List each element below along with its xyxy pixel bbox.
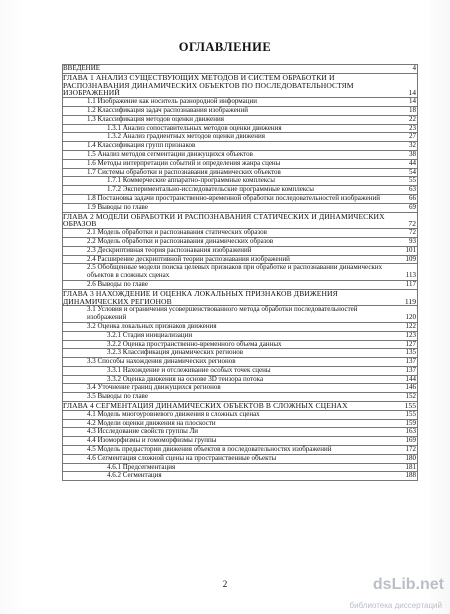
toc-entry-title: 3.2.1 Стадия инициализации [63, 331, 399, 340]
toc-entry-title: 4.6.2 Сегментация [63, 472, 399, 481]
toc-entry-page: 127 [398, 340, 418, 349]
toc-entry-title: 4.6 Сегментация сложной сцены на пространственные объекты [63, 454, 399, 463]
toc-entry-title: 1.3 Классификация методов оценки движения [63, 115, 399, 124]
toc-entry-title: 1.7.1 Коммерческие аппаратно-программные комплексы [63, 177, 399, 186]
toc-entry-page: 72 [398, 229, 418, 238]
toc-entry-title: 3.3 Способы нахождения динамических регионов [63, 358, 399, 367]
toc-entry-page: 117 [398, 280, 418, 289]
toc-entry-page: 152 [398, 393, 418, 402]
toc-entry-title: 2.6 Выводы по главе [63, 280, 399, 289]
toc-entry [63, 212, 418, 229]
page-title: ОГЛАВЛЕНИЕ [178, 40, 272, 54]
toc-entry-title: 2.4 Расширение дескриптивной теории распознавания изображений [63, 255, 399, 264]
toc-entry-page: 181 [398, 463, 418, 472]
toc-entry [63, 280, 418, 289]
toc-entry-title: 1.7 Системы обработки и распознавания динамических объектов [63, 168, 399, 177]
watermark-logo: dsLib.net [372, 576, 444, 593]
toc-entry-page: 180 [398, 454, 418, 463]
toc-entry-page: 54 [398, 168, 418, 177]
toc-entry-page: 122 [398, 322, 418, 331]
toc-entry-page: 135 [398, 349, 418, 358]
toc-entry-title: 3.2.2 Оценка пространственно-временного объема данных [63, 340, 399, 349]
toc-entry-title: 3.1 Условия и ограничения усовершенствованного метода обработки последовательностей изображений [63, 306, 399, 323]
toc-entry [63, 106, 418, 115]
toc-entry [63, 246, 418, 255]
toc-entry-title: 2.3 Дескриптивная теория распознавания изображений [63, 246, 399, 255]
toc-entry-page: 55 [398, 177, 418, 186]
toc-entry-page: 120 [398, 306, 418, 323]
toc-entry [63, 150, 418, 159]
toc-entry-page: 22 [398, 115, 418, 124]
toc-entry-page: 18 [398, 106, 418, 115]
toc-entry [63, 237, 418, 246]
toc-entry [63, 410, 418, 419]
toc-entry-page: 159 [398, 419, 418, 428]
toc-entry [63, 264, 418, 281]
toc-entry-page: 72 [398, 212, 418, 229]
toc-entry-page: 113 [398, 264, 418, 281]
toc-entry-title: ВВЕДЕНИЕ [63, 65, 399, 74]
toc-entry-page: 119 [398, 289, 418, 306]
toc-entry-title: ГЛАВА 1 АНАЛИЗ СУЩЕСТВУЮЩИХ МЕТОДОВ И СИСТЕМ ОБРАБОТКИ И РАСПОЗНАВАНИЯ ДИНАМИЧЕСКИХ ОБЪЕКТОВ ПО ПОСЛЕДОВАТЕЛЬНОСТЯМ ИЗОБРАЖЕНИЙ [63, 73, 399, 97]
toc-entry-title: 1.7.2 Экспериментально-исследовательские программные комплексы [63, 186, 399, 195]
toc-entry [63, 73, 418, 97]
toc-entry-page: 109 [398, 255, 418, 264]
toc-entry-title: 3.5 Выводы по главе [63, 393, 399, 402]
toc-entry [63, 472, 418, 481]
toc-entry-title: 1.4 Классификация групп признаков [63, 142, 399, 151]
toc-entry-page: 163 [398, 428, 418, 437]
toc-entry [63, 203, 418, 212]
toc-entry [63, 322, 418, 331]
toc-entry-page: 14 [398, 73, 418, 97]
toc-entry-title: 3.4 Уточнение границ движущихся регионов [63, 384, 399, 393]
toc-entry-title: 1.2 Классификация задач распознавания изображений [63, 106, 399, 115]
toc-entry-page: 23 [398, 124, 418, 133]
toc-entry-title: 4.2 Модели оценки движения на плоскости [63, 419, 399, 428]
toc-entry-page: 27 [398, 133, 418, 142]
toc-body [63, 65, 418, 481]
table-of-contents [62, 64, 418, 481]
toc-entry-title: 3.3.1 Нахождение и отслеживание особых точек сцены [63, 366, 399, 375]
toc-entry-page: 169 [398, 437, 418, 446]
toc-entry-title: 1.6 Методы интерпретации событий и определения жанра сцены [63, 159, 399, 168]
toc-entry [63, 306, 418, 323]
page-number: 2 [222, 579, 228, 589]
toc-entry-page: 137 [398, 366, 418, 375]
toc-entry-page: 93 [398, 237, 418, 246]
watermark-subtitle: библиотека диссертаций [349, 601, 442, 610]
toc-entry-title: 2.5 Обобщенные модели поиска целевых признаков при обработке и распознавании динамических объектов в сложных сценах [63, 264, 399, 281]
toc-entry-title: 3.3.2 Оценка движения на основе 3D тензора потока [63, 375, 399, 384]
toc-entry-page: 4 [398, 65, 418, 74]
toc-entry [63, 159, 418, 168]
toc-entry-title: 1.3.1 Анализ сопоставительных методов оценки движения [63, 124, 399, 133]
toc-entry-title: ГЛАВА 2 МОДЕЛИ ОБРАБОТКИ И РАСПОЗНАВАНИЯ СТАТИЧЕСКИХ И ДИНАМИЧЕСКИХ ОБРАЗОВ [63, 212, 399, 229]
toc-entry-page: 123 [398, 331, 418, 340]
toc-entry-title: 4.6.1 Предсегментация [63, 463, 399, 472]
toc-entry-page: 63 [398, 186, 418, 195]
toc-entry-title: 3.2 Оценка локальных признаков движения [63, 322, 399, 331]
toc-entry-page: 172 [398, 446, 418, 455]
toc-entry-title: 3.2.3 Классификация динамических регионов [63, 349, 399, 358]
toc-entry-page: 66 [398, 194, 418, 203]
toc-entry-page: 155 [398, 402, 418, 411]
toc-entry [63, 115, 418, 124]
toc-entry-page: 146 [398, 384, 418, 393]
toc-entry [63, 194, 418, 203]
toc-entry-title: ГЛАВА 3 НАХОЖДЕНИЕ И ОЦЕНКА ЛОКАЛЬНЫХ ПРИЗНАКОВ ДВИЖЕНИЯ ДИНАМИЧЕСКИХ РЕГИОНОВ [63, 289, 399, 306]
toc-entry-page: 155 [398, 410, 418, 419]
toc-entry-title: ГЛАВА 4 СЕГМЕНТАЦИЯ ДИНАМИЧЕСКИХ ОБЪЕКТОВ В СЛОЖНЫХ СЦЕНАХ [63, 402, 399, 411]
toc-entry-page: 137 [398, 358, 418, 367]
toc-entry-title: 2.2 Модель обработки и распознавания динамических образов [63, 237, 399, 246]
toc-entry [63, 331, 418, 340]
toc-entry-page: 69 [398, 203, 418, 212]
toc-entry-title: 1.1 Изображение как носитель разнородной информации [63, 98, 399, 107]
toc-entry-page: 101 [398, 246, 418, 255]
toc-entry [63, 289, 418, 306]
toc-entry-title: 4.5 Модель предыстории движения объектов в последовательностях изображений [63, 446, 399, 455]
toc-entry-title: 1.8 Постановка задачи пространственно-временной обработки последовательностей изображений [63, 194, 399, 203]
toc-entry [63, 454, 418, 463]
toc-entry-page: 144 [398, 375, 418, 384]
toc-entry-page: 32 [398, 142, 418, 151]
toc-entry-page: 44 [398, 159, 418, 168]
toc-entry-title: 2.1 Модель обработки и распознавания статических образов [63, 229, 399, 238]
toc-entry [63, 65, 418, 74]
toc-entry-title: 1.3.2 Анализ градиентных методов оценки движения [63, 133, 399, 142]
toc-entry-title: 4.1 Модель многоуровневого движения в сложных сценах [63, 410, 399, 419]
watermark [336, 576, 444, 610]
toc-entry-page: 38 [398, 150, 418, 159]
toc-entry-page: 188 [398, 472, 418, 481]
toc-entry-page: 14 [398, 98, 418, 107]
toc-entry-title: 4.3 Исследование свойств группы Ли [63, 428, 399, 437]
toc-entry-title: 1.5 Анализ методов сегментации движущихся объектов [63, 150, 399, 159]
toc-entry [63, 366, 418, 375]
toc-entry-title: 4.4 Изоморфизмы и гомоморфизмы группы [63, 437, 399, 446]
toc-entry-title: 1.9 Выводы по главе [63, 203, 399, 212]
